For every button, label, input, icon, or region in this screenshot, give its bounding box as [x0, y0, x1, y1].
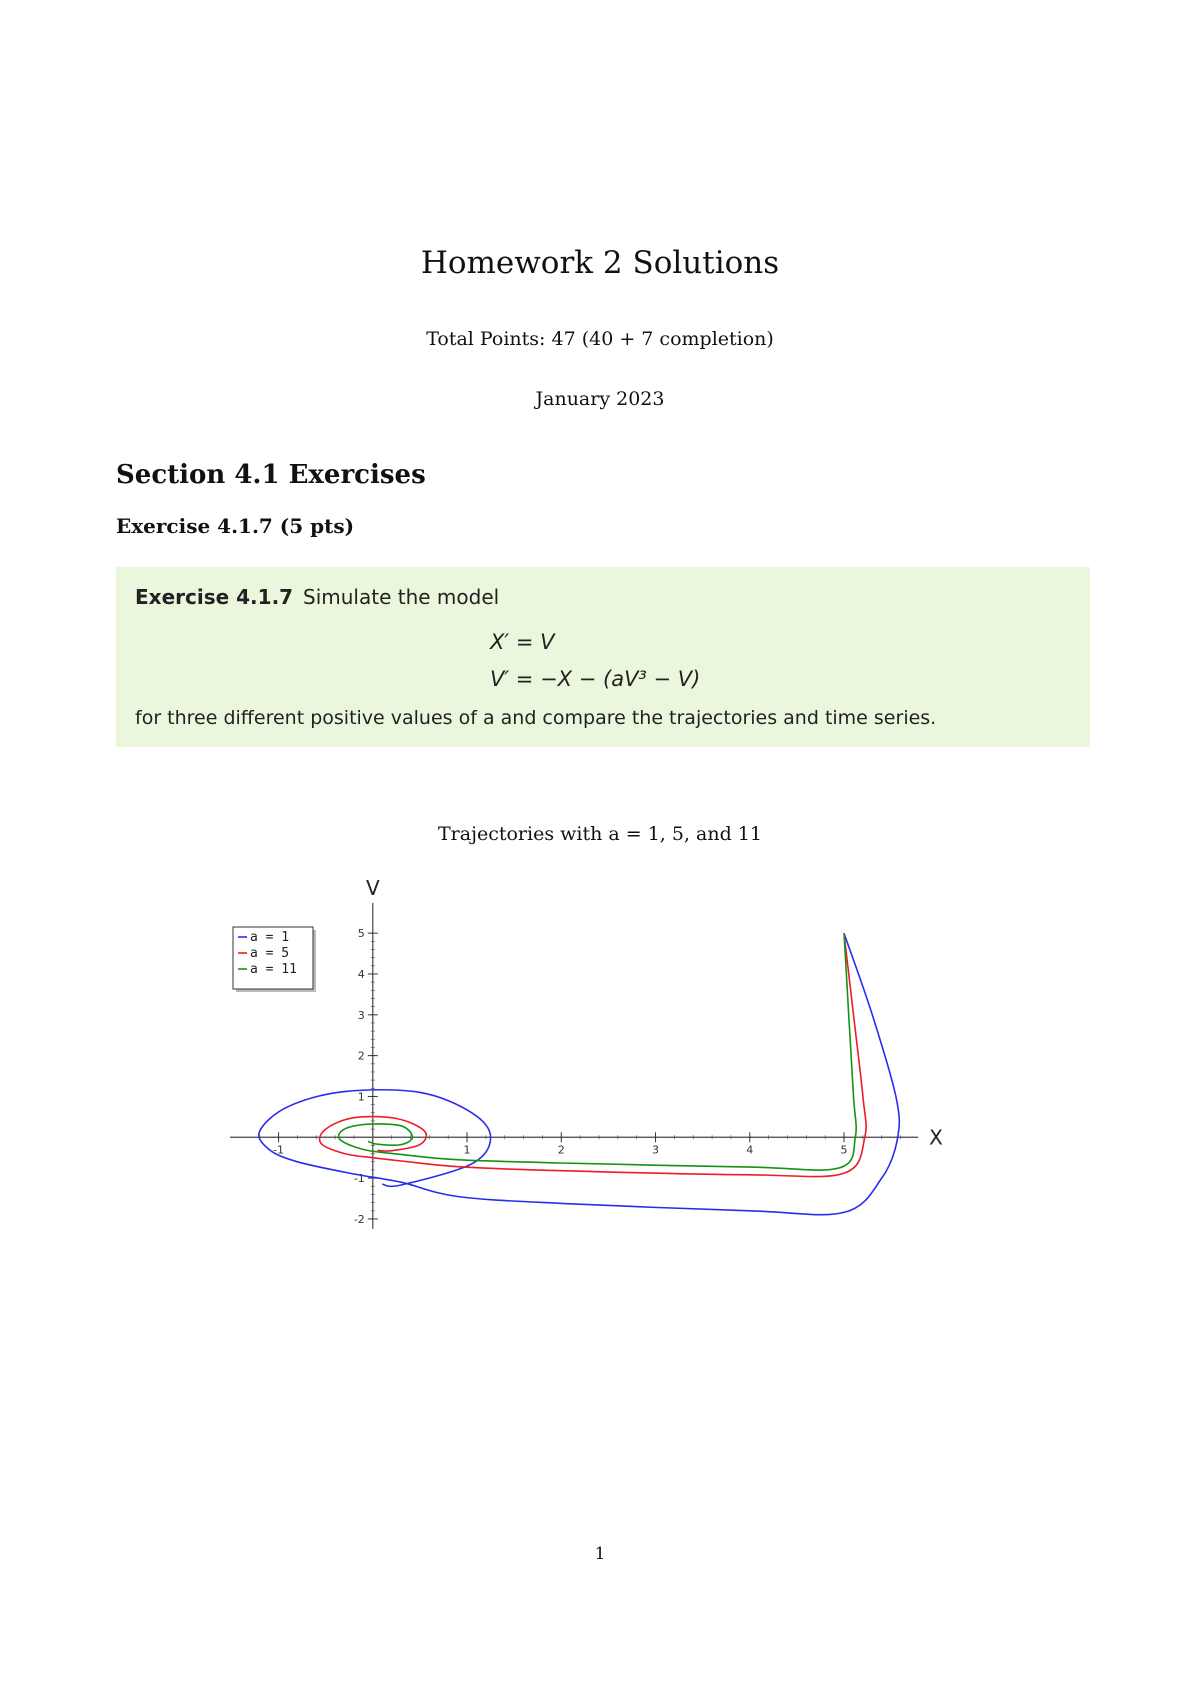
trajectory-plot: [230, 875, 950, 1245]
y-tick-label: -1: [353, 1172, 365, 1186]
x-tick-label: -1: [273, 1143, 285, 1157]
figure-title: Trajectories with a = 1, 5, and 11: [438, 823, 762, 845]
exercise-box: [116, 567, 1090, 747]
y-tick-label: 2: [357, 1049, 365, 1063]
y-tick-label: 5: [357, 927, 365, 941]
axes: [230, 876, 943, 1229]
subsection-heading: Exercise 4.1.7 (5 pts): [116, 514, 355, 538]
series-line-2: [320, 933, 867, 1176]
legend-label: a = 11: [250, 962, 297, 977]
document-subtitle: Total Points: 47 (40 + 7 completion): [426, 328, 774, 350]
x-tick-label: 5: [840, 1143, 848, 1157]
equation-v-prime: V′ = −X − (aV³ − V): [490, 667, 701, 691]
x-tick-label: 2: [557, 1143, 565, 1157]
y-tick-label: 4: [357, 967, 365, 981]
x-tick-label: 1: [463, 1143, 471, 1157]
exercise-label: Exercise 4.1.7: [135, 585, 294, 609]
exercise-body: for three different positive values of a and compare the trajectories and time series.: [135, 707, 937, 729]
exercise-prompt: Simulate the model: [303, 585, 500, 609]
y-tick-label: -2: [353, 1212, 365, 1226]
page-number: 1: [594, 1544, 606, 1564]
y-tick-label: 1: [357, 1090, 365, 1104]
y-tick-label: 3: [357, 1008, 365, 1022]
legend-label: a = 5: [250, 946, 290, 961]
y-axis-label: V: [365, 876, 380, 900]
x-tick-label: 4: [746, 1143, 754, 1157]
x-axis-label: X: [929, 1125, 943, 1150]
legend-label: a = 1: [250, 930, 290, 945]
series-line-3: [339, 933, 857, 1170]
section-heading: Section 4.1 Exercises: [116, 460, 426, 490]
x-tick-label: 3: [652, 1143, 660, 1157]
legend: [233, 927, 316, 992]
document-date: January 2023: [535, 388, 665, 410]
equation-x-prime: X′ = V: [490, 630, 555, 654]
document-title: Homework 2 Solutions: [420, 245, 780, 281]
